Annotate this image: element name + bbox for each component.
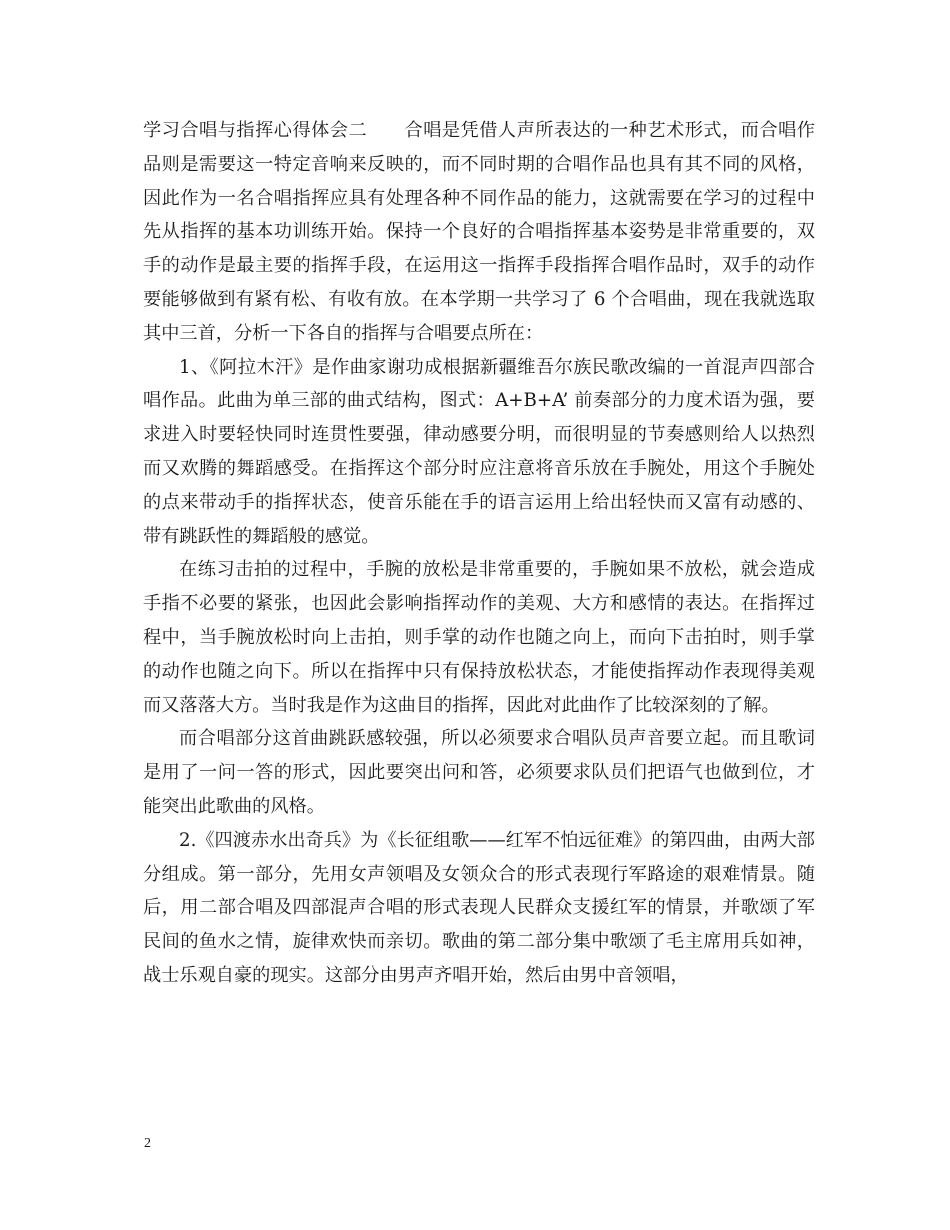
paragraph-alamuhan: 1、《阿拉木汗》是作曲家谢功成根据新疆维吾尔族民歌改编的一首混声四部合唱作品。此曲为单三部的曲式结构，图式：A+B+A’ 前奏部分的力度术语为强，要求进入时要轻快同时连贯性要强，律动感要分明，而很明显的节奏感则给人以热烈而又欢腾的舞蹈感受。在指挥这个部分时应注意将音乐放在手腕处，用这个手腕处的点来带动手的指挥状态，使音乐能在手的语言运用上给出轻快而又富有动感的、带有跳跃性的舞蹈般的感觉。: [143, 356, 815, 547]
document-body: [143, 114, 815, 993]
paragraph-chorus-part: 而合唱部分这首曲跳跃感较强，所以必须要求合唱队员声音要立起。而且歌词是用了一问一答的形式，因此要突出问和答，必须要求队员们把语气也做到位，才能突出此歌曲的风格。: [143, 728, 815, 817]
paragraph-wrist-practice: 在练习击拍的过程中，手腕的放松是非常重要的，手腕如果不放松，就会造成手指不必要的紧张，也因此会影响指挥动作的美观、大方和感情的表达。在指挥过程中，当手腕放松时向上击拍，则手掌的动作也随之向上，而向下击拍时，则手掌的动作也随之向下。所以在指挥中只有保持放松状态，才能使指挥动作表现得美观而又落落大方。当时我是作为这曲目的指挥，因此对此曲作了比较深刻的了解。: [143, 559, 815, 716]
paragraph-intro: 学习合唱与指挥心得体会二 合唱是凭借人声所表达的一种艺术形式，而合唱作品则是需要这一特定音响来反映的，而不同时期的合唱作品也具有其不同的风格，因此作为一名合唱指挥应具有处理各种不同作品的能力，这就需要在学习的过程中先从指挥的基本功训练开始。保持一个良好的合唱指挥基本姿势是非常重要的，双手的动作是最主要的指挥手段，在运用这一指挥手段指挥合唱作品时，双手的动作要能够做到有紧有松、有收有放。在本学期一共学习了 6 个合唱曲，现在我就选取其中三首，分析一下各自的指挥与合唱要点所在：: [143, 120, 815, 344]
paragraph-sidu-chishui: 2.《四渡赤水出奇兵》为《长征组歌——红军不怕远征难》的第四曲，由两大部分组成。第一部分，先用女声领唱及女领众合的形式表现行军路途的艰难情景。随后，用二部合唱及四部混声合唱的形式表现人民群众支援红军的情景，并歌颂了军民间的鱼水之情，旋律欢快而亲切。歌曲的第二部分集中歌颂了毛主席用兵如神，战士乐观自豪的现实。这部分由男声齐唱开始，然后由男中音领唱，: [143, 829, 815, 986]
page-number: 2: [144, 1136, 151, 1151]
